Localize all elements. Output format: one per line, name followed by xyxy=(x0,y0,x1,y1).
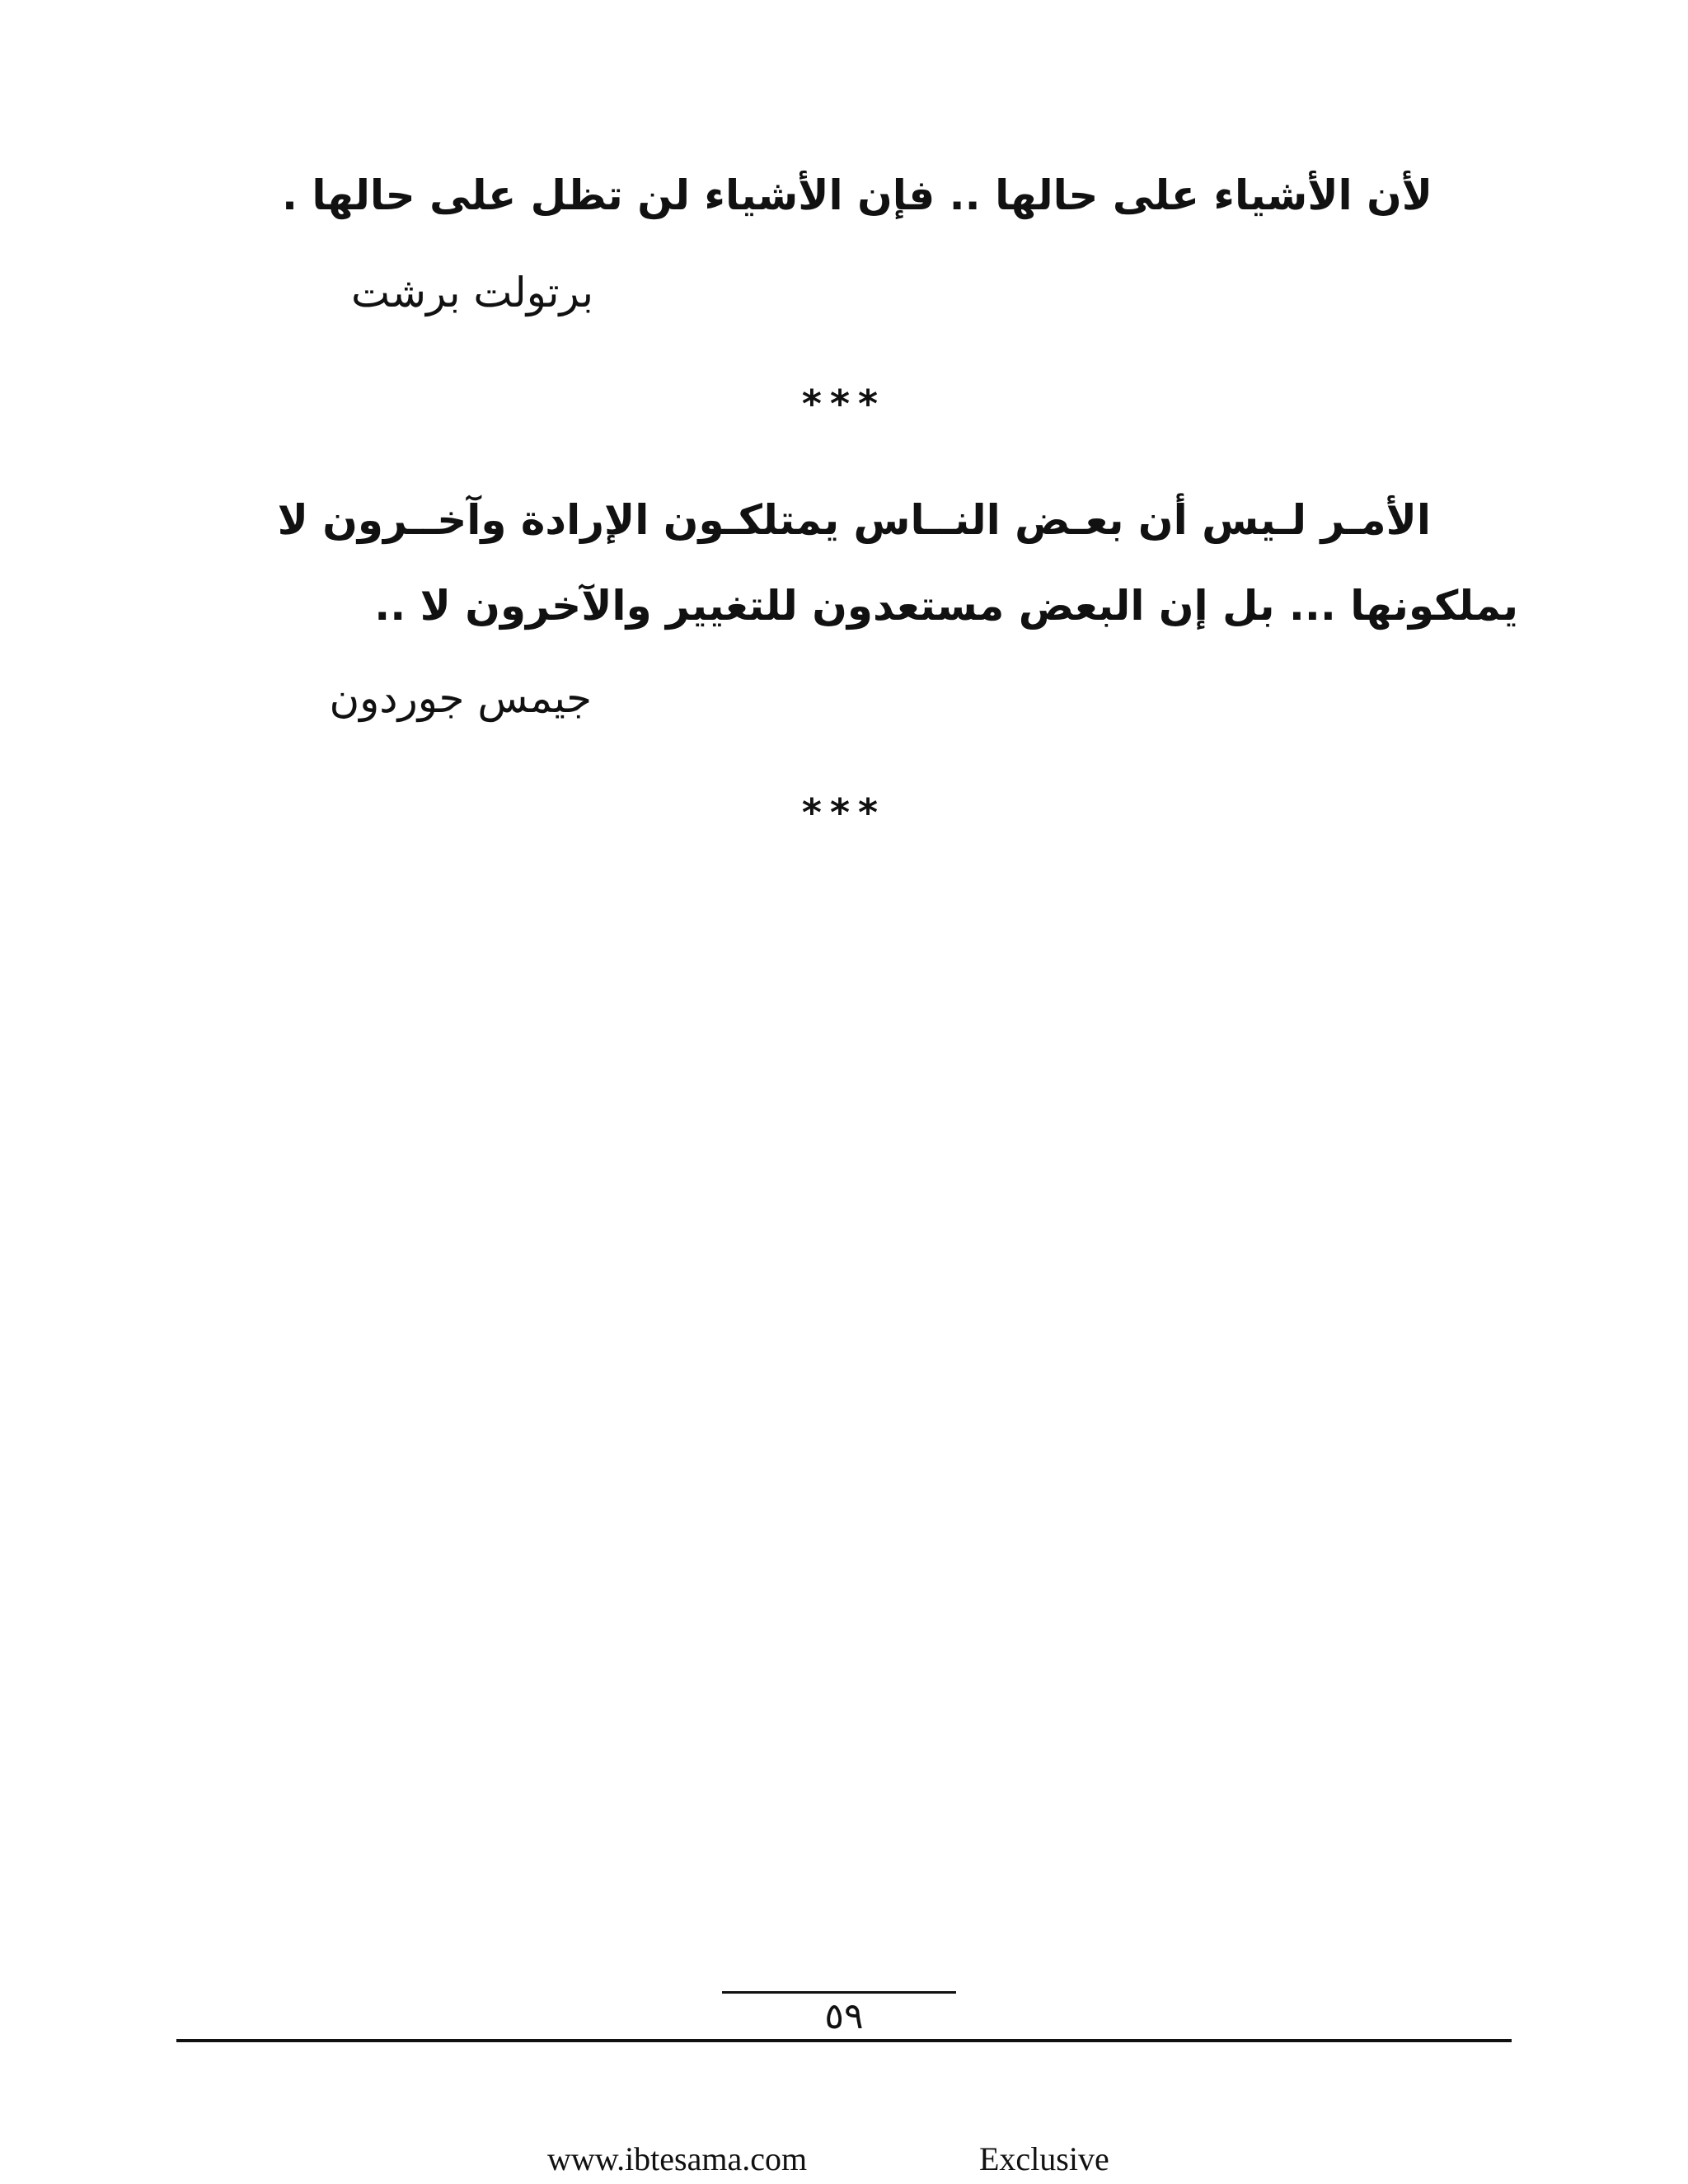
section-separator-2: *** xyxy=(801,790,887,835)
footer-exclusive-label: Exclusive xyxy=(979,2140,1109,2177)
section-separator-1: *** xyxy=(801,382,887,426)
quote-1-author: برتولت برشت xyxy=(351,269,593,316)
quote-2-author: جيمس جوردون xyxy=(329,674,592,722)
footer-rule xyxy=(176,2039,1512,2042)
footer-website: www.ibtesama.com xyxy=(547,2140,808,2177)
page-number-rule xyxy=(722,1991,956,1994)
quote-2-line-2: يملكونها ... بل إن البعض مستعدون للتغيير والآخرون لا .. xyxy=(374,582,1518,630)
quote-2-line-1: الأمـر لـيس أن بعـض النــاس يمتلكـون الإرادة وآخــرون لا xyxy=(277,496,1431,544)
quote-1-line-1: لأن الأشياء على حالها .. فإن الأشياء لن تظل على حالها . xyxy=(281,171,1432,219)
page-number: ٥٩ xyxy=(824,1995,864,2037)
